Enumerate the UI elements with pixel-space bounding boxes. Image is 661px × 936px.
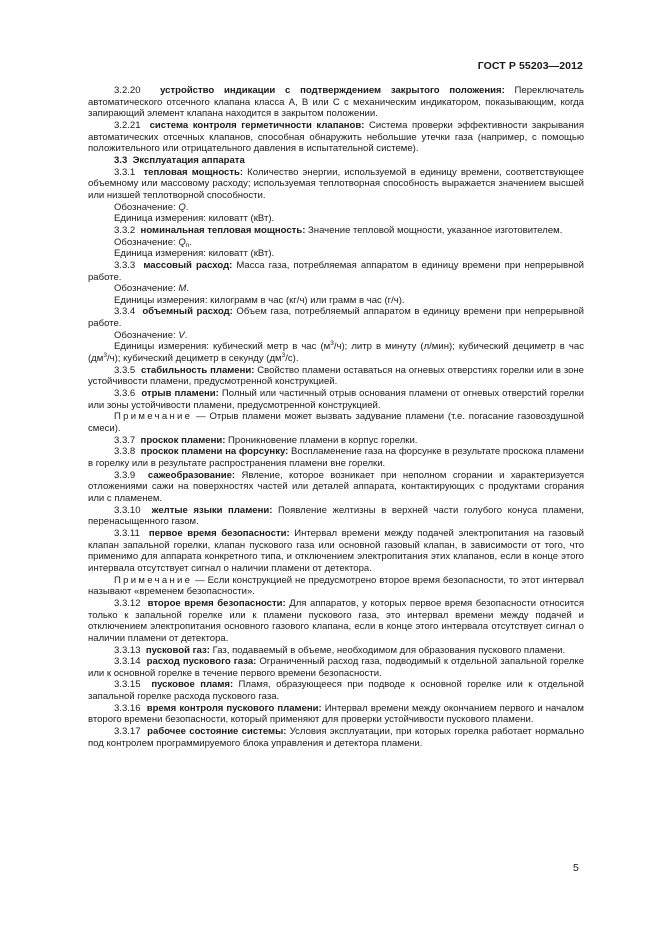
symbol-q: Q: [178, 201, 186, 213]
clause-3-3-6: [88, 388, 584, 411]
clause-3-3-14: [88, 656, 584, 679]
clause-number: 3.3.13: [114, 644, 141, 656]
document-body: [88, 85, 584, 749]
clause-3-3-12: [88, 598, 584, 645]
note-body: — Отрыв пламени может вызвать задувание пламени (т.е. погасание газовоздушной смеси).: [88, 411, 584, 435]
document-header: ГОСТ Р 55203—2012: [477, 60, 583, 72]
clause-3-2-20: [88, 85, 584, 120]
clause-term: желтые языки пламени:: [151, 504, 273, 516]
clause-term: тепловая мощность:: [143, 166, 244, 178]
clause-body: Условия эксплуатации, при которых горелка работает нормально под контролем программируемого блока управления и детектора пламени.: [88, 726, 585, 749]
clause-body: Появление желтизны в верхней части голубого конуса пламени, перенасыщенного газом.: [88, 504, 584, 528]
clause-number: 3.3.3: [114, 259, 136, 271]
clause-number: 3.3.14: [114, 656, 141, 668]
clause-term: пусковое пламя:: [151, 679, 234, 691]
clause-number: 3.2.21: [114, 119, 141, 131]
clause-term: первое время безопасности:: [148, 527, 290, 539]
clause-body: Объем газа, потребляемый аппаратом в единицу времени при непрерывной работе.: [88, 306, 584, 330]
designation-line: Обозначение: Q.: [114, 201, 189, 213]
clause-body: Явление, которое возникает при неполном сгорании и характеризуется отложениями сажи на поверхностях частей или деталей аппарата, контактирующих с продуктами сгорания или с пламенем.: [88, 469, 584, 504]
clause-3-3-11: [88, 528, 584, 575]
clause-term: система контроля герметичности клапанов:: [149, 119, 365, 131]
symbol-qn: $Q_n$: [178, 236, 190, 249]
clause-number: 3.3.12: [114, 597, 141, 609]
clause-body: Ограниченный расход газа, подводимый к отдельной запальной горелке или к основной горелке в течение первого времени безопасности.: [88, 656, 585, 679]
clause-term: сажеобразование:: [147, 469, 236, 481]
designation-line: Обозначение: $Q_n$.: [114, 236, 193, 249]
note-label: Примечание: [114, 411, 193, 423]
clause-3-3-1: [88, 167, 584, 202]
symbol-m: М: [178, 283, 187, 295]
clause-term: время контроля пускового пламени:: [146, 702, 322, 714]
note: [88, 411, 584, 434]
designation-line: Обозначение: V.: [114, 329, 188, 341]
clause-number: 3.3.7: [114, 434, 136, 446]
clause-body: Полный или частичный отрыв основания пламени от огневых отверстий горелки или зоны устойчивости пламени, предусмотренной конструкцией.: [88, 388, 585, 411]
clause-term: номинальная тепловая мощность:: [140, 224, 306, 236]
unit-line: Единицы измерения: кубический метр в час $(м^3/ч)$; литр в минуту (л/мин); кубический дециметр в час $(дм^3/ч)$; кубический дециметр в секунду $(дм^3/с)$.: [88, 340, 584, 365]
section-heading-3-3: [88, 155, 584, 167]
section-number: 3.3: [114, 154, 128, 166]
clause-term: рабочее состояние системы:: [147, 726, 287, 738]
page-number: 5: [573, 862, 579, 874]
clause-body: Воспламенение газа на форсунке в результате проскока пламени в горелку или в результате распространения пламени вне горелки.: [88, 446, 584, 469]
clause-term: массовый расход:: [143, 259, 233, 271]
symbol-v: V: [178, 329, 185, 341]
clause-body: Газ, подаваемый в объеме, необходимом для образования пускового пламени.: [209, 644, 566, 656]
unit-line: Единица измерения: киловатт (кВт).: [114, 248, 275, 260]
clause-body: Интервал времени между окончанием первого и началом второго времени безопасности, который применяют для проверки устойчивости пускового пламени.: [88, 702, 584, 726]
clause-3-3-3: [88, 260, 584, 283]
clause-number: 3.3.15: [114, 679, 141, 691]
clause-term: устройство индикации с подтверждением закрытого положения:: [160, 85, 505, 96]
clause-term: расход пускового газа:: [146, 656, 257, 668]
clause-term: отрыв пламени:: [141, 388, 219, 400]
clause-term: проскок пламени на форсунку:: [140, 446, 289, 458]
clause-3-2-21: [88, 120, 584, 155]
section-title: Эксплуатация аппарата: [132, 154, 245, 166]
clause-3-3-4: [88, 306, 584, 329]
clause-3-3-5: [88, 365, 584, 388]
clause-term: пусковой газ:: [145, 644, 210, 656]
clause-body: Свойство пламени оставаться на огневых отверстиях горелки или в зоне устойчивости пламени, предусмотренной конструкцией.: [88, 364, 584, 388]
clause-term: стабильность пламени:: [140, 364, 255, 376]
clause-3-3-15: [88, 679, 584, 702]
clause-3-3-16: [88, 703, 584, 726]
clause-number: 3.3.2: [114, 224, 136, 236]
clause-3-3-2: [88, 225, 584, 237]
clause-number: 3.3.10: [114, 504, 141, 516]
clause-3-3-13: [88, 645, 584, 657]
clause-body: Пламя, образующееся при подводе к основной горелке или к отдельной запальной горелке расхода пускового газа.: [88, 679, 584, 703]
clause-3-3-17: [88, 726, 584, 749]
clause-number: 3.3.17: [114, 726, 141, 738]
clause-number: 3.3.9: [114, 469, 136, 481]
clause-term: проскок пламени:: [140, 434, 226, 446]
note-label: Примечание: [114, 574, 193, 586]
clause-3-3-10: [88, 505, 584, 528]
clause-number: 3.3.16: [114, 702, 141, 714]
clause-number: 3.3.8: [114, 446, 136, 458]
clause-number: 3.3.11: [114, 527, 140, 539]
clause-number: 3.3.1: [114, 166, 136, 178]
unit-line: Единица измерения: киловатт (кВт).: [114, 213, 275, 225]
clause-3-3-7: [88, 435, 584, 447]
clause-body: Переключатель автоматического отсечного клапана класса А, В или С с механическим индикатором, показывающим, когда запирающий элемент клапана находится в закрытом положении.: [88, 85, 585, 120]
clause-3-3-9: [88, 470, 584, 505]
clause-number: 3.2.20: [114, 85, 141, 96]
clause-body: Интервал времени между подачей электропитания на газовый клапан запальной горелки, клапан пускового газа или основной газовый клапан, в зависимости от того, что применимо для аппарата конкретного типа, и отключением электропитания этих клапанов, если в конце этого интервала отсутствует сигнал о наличии пламени от детектора.: [88, 527, 584, 574]
clause-number: 3.3.5: [114, 364, 136, 376]
unit-line: Единицы измерения: килограмм в час (кг/ч) или грамм в час (г/ч).: [114, 294, 405, 306]
note: [88, 575, 584, 598]
clause-body: Система проверки эффективности закрывания автоматических отсечных клапанов, способная обнаружить небольшие утечки газа (например, с помощью положительного или отрицательного давления в испытательной системе).: [88, 119, 584, 155]
designation-line: Обозначение: М.: [114, 283, 189, 295]
clause-body: Масса газа, потребляемая аппаратом в единицу времени при непрерывной работе.: [88, 259, 584, 283]
clause-term: объемный расход:: [142, 306, 233, 318]
clause-body: Проникновение пламени в корпус горелки.: [225, 434, 418, 446]
clause-number: 3.3.4: [114, 306, 136, 318]
clause-number: 3.3.6: [114, 388, 136, 400]
clause-term: второе время безопасности:: [147, 597, 286, 609]
clause-3-3-8: [88, 446, 584, 469]
note-body: — Если конструкцией не предусмотрено второе время безопасности, то этот интервал называют «временем безопасности».: [88, 574, 584, 598]
clause-body: Значение тепловой мощности, указанное изготовителем.: [305, 224, 563, 236]
clause-body: Количество энергии, используемой в единицу времени, соответствующее объемному или массовому расходу; используемая теплотворная способность выражается значением высшей или низшей теплотворной способности.: [88, 166, 584, 201]
clause-body: Для аппаратов, у которых первое время безопасности относится только к запальной горелке или к пламени пускового газа, это интервал времени между подачей и отключением электропитания основного газового клапана, если в конце этого интервала отсутствует сигнал о наличии пламени от детектора.: [88, 597, 584, 644]
